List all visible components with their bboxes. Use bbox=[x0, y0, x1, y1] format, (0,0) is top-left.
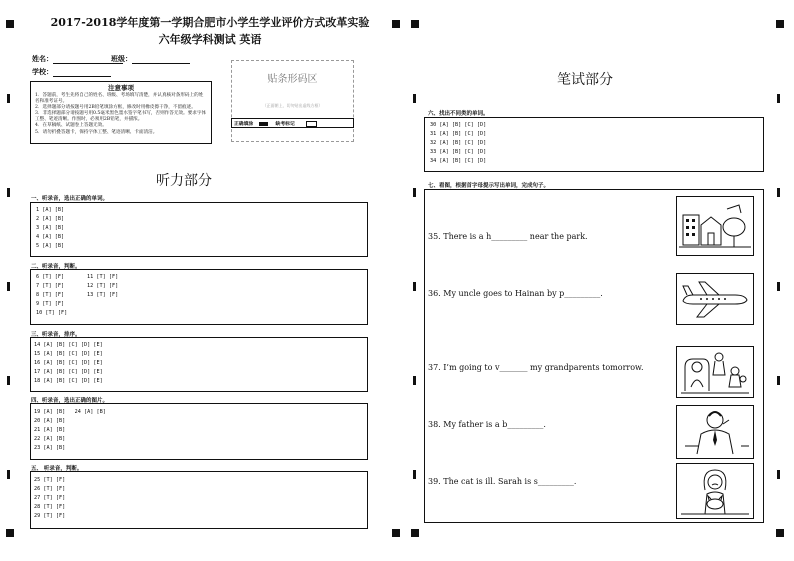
sentence-35[interactable]: 35. There is a h_________ near the park. bbox=[428, 232, 588, 241]
answer-row[interactable]: 22 [A] [B] bbox=[34, 436, 66, 442]
section-title: 二、听录音，判断。 bbox=[31, 264, 81, 270]
writing-heading: 笔试部分 bbox=[557, 72, 613, 88]
name-label: 姓名： bbox=[32, 54, 53, 63]
registration-mark bbox=[392, 529, 400, 537]
timing-mark bbox=[777, 94, 780, 103]
registration-mark bbox=[411, 529, 419, 537]
notice-line: 2．选择题部分请按题号用2B铅笔填涂方框，修改时用橡皮擦干净，不留痕迹。 bbox=[35, 105, 196, 111]
answer-row[interactable]: 1 [A] [B] bbox=[36, 207, 65, 213]
answer-row[interactable]: 28 [T] [F] bbox=[34, 504, 66, 510]
answer-row[interactable]: 8 [T] [F] bbox=[36, 292, 65, 298]
answer-row[interactable]: 26 [T] [F] bbox=[34, 486, 66, 492]
registration-mark bbox=[776, 529, 784, 537]
barcode-area[interactable] bbox=[231, 60, 354, 142]
timing-mark bbox=[413, 470, 416, 479]
city-scene-icon bbox=[676, 196, 754, 256]
class-field[interactable] bbox=[111, 54, 190, 64]
timing-mark bbox=[777, 376, 780, 385]
notice-box bbox=[30, 81, 212, 144]
answer-row[interactable]: 9 [T] [F] bbox=[36, 301, 65, 307]
timing-mark bbox=[7, 188, 10, 197]
answer-box-s1 bbox=[30, 202, 368, 257]
answer-row[interactable]: 14 [A] [B] [C] [D] [E] bbox=[34, 342, 103, 348]
registration-mark bbox=[6, 529, 14, 537]
notice-line: 4．在草稿纸、试题卷上答题无效。 bbox=[35, 123, 107, 129]
timing-mark bbox=[777, 188, 780, 197]
sentence-38[interactable]: 38. My father is a b_________. bbox=[428, 420, 546, 429]
exam-subtitle: 六年级学科测试 英语 bbox=[158, 33, 262, 46]
notice-line: 1．答题前，考生先将自己的姓名、班级、考场填写清楚，并认真核对条形码上的姓名和准考证号。 bbox=[35, 93, 204, 105]
timing-mark bbox=[413, 94, 416, 103]
answer-row[interactable]: 2 [A] [B] bbox=[36, 216, 65, 222]
school-field[interactable] bbox=[32, 67, 111, 77]
notice-line: 5．请勿折叠答题卡，保持字体工整、笔迹清晰、卡面清洁。 bbox=[35, 129, 158, 135]
absent-mark-box[interactable] bbox=[306, 121, 317, 127]
timing-mark bbox=[413, 376, 416, 385]
section-title: 七、看图，根据首字母提示写出单词，完成句子。 bbox=[428, 183, 550, 189]
section-title: 三、听录音，排序。 bbox=[31, 332, 81, 338]
answer-row[interactable]: 23 [A] [B] bbox=[34, 445, 66, 451]
answer-row[interactable]: 15 [A] [B] [C] [D] [E] bbox=[34, 351, 103, 357]
answer-row[interactable]: 16 [A] [B] [C] [D] [E] bbox=[34, 360, 103, 366]
name-field[interactable] bbox=[32, 54, 123, 64]
timing-mark bbox=[777, 282, 780, 291]
registration-mark bbox=[776, 20, 784, 28]
answer-row[interactable]: 11 [T] [F] bbox=[87, 274, 119, 280]
correct-fill-label: 正确填涂 bbox=[234, 121, 254, 127]
listening-heading: 听力部分 bbox=[156, 173, 212, 189]
grandparents-icon bbox=[676, 346, 754, 398]
answer-row[interactable]: 27 [T] [F] bbox=[34, 495, 66, 501]
timing-mark bbox=[7, 282, 10, 291]
answer-row[interactable]: 17 [A] [B] [C] [D] [E] bbox=[34, 369, 103, 375]
notice-line: 3．非选择题部分请按题号用0.5毫米黑色墨水签字笔书写，否则作答无效。要求字体工整、笔迹清晰。作图时，必须用2B铅笔，并描浓。 bbox=[35, 111, 207, 123]
fill-example-row bbox=[231, 118, 354, 128]
exam-title: 2017-2018学年度第一学期合肥市小学生学业评价方式改革实验 bbox=[50, 16, 370, 29]
section-title: 五、 听录音，判断。 bbox=[31, 466, 83, 472]
barcode-label: 贴条形码区 bbox=[267, 74, 318, 85]
answer-row[interactable]: 13 [T] [F] bbox=[87, 292, 119, 298]
answer-row[interactable]: 7 [T] [F] bbox=[36, 283, 65, 289]
answer-row[interactable]: 4 [A] [B] bbox=[36, 234, 65, 240]
school-blank[interactable] bbox=[53, 68, 111, 77]
timing-mark bbox=[413, 282, 416, 291]
class-blank[interactable] bbox=[132, 55, 190, 64]
answer-row[interactable]: 18 [A] [B] [C] [D] [E] bbox=[34, 378, 103, 384]
barcode-hint: （正面朝上，切勿贴出虚线方框） bbox=[262, 103, 323, 108]
timing-mark bbox=[7, 376, 10, 385]
sentence-36[interactable]: 36. My uncle goes to Hainan by p_________. bbox=[428, 289, 603, 298]
answer-box-s2 bbox=[30, 269, 368, 325]
answer-row[interactable]: 29 [T] [F] bbox=[34, 513, 66, 519]
registration-mark bbox=[392, 20, 400, 28]
correct-fill-swatch bbox=[259, 122, 268, 126]
timing-mark bbox=[7, 94, 10, 103]
answer-row[interactable]: 19 [A] [B] 24 [A] [B] bbox=[34, 409, 106, 415]
businessman-icon bbox=[676, 405, 754, 459]
section-title: 六、找出不同类的单词。 bbox=[428, 111, 489, 117]
airplane-icon bbox=[676, 273, 754, 325]
sentence-37[interactable]: 37. I’m going to v_______ my grandparents tomorrow. bbox=[428, 363, 644, 372]
registration-mark bbox=[6, 20, 14, 28]
answer-row[interactable]: 31 [A] [B] [C] [D] bbox=[430, 131, 487, 137]
answer-row[interactable]: 20 [A] [B] bbox=[34, 418, 66, 424]
answer-row[interactable]: 30 [A] [B] [C] [D] bbox=[430, 122, 487, 128]
timing-mark bbox=[7, 470, 10, 479]
answer-row[interactable]: 25 [T] [F] bbox=[34, 477, 66, 483]
answer-row[interactable]: 33 [A] [B] [C] [D] bbox=[430, 149, 487, 155]
answer-box-s5 bbox=[30, 471, 368, 529]
answer-row[interactable]: 10 [T] [F] bbox=[36, 310, 68, 316]
school-label: 学校： bbox=[32, 67, 53, 76]
absent-mark-label: 缺考标记 bbox=[275, 121, 295, 127]
section-title: 一、听录音，选出正确的单词。 bbox=[31, 196, 109, 202]
answer-row[interactable]: 3 [A] [B] bbox=[36, 225, 65, 231]
answer-row[interactable]: 6 [T] [F] bbox=[36, 274, 65, 280]
notice-heading: 注意事项 bbox=[108, 84, 134, 92]
answer-row[interactable]: 34 [A] [B] [C] [D] bbox=[430, 158, 487, 164]
registration-mark bbox=[411, 20, 419, 28]
answer-row[interactable]: 32 [A] [B] [C] [D] bbox=[430, 140, 487, 146]
timing-mark bbox=[413, 188, 416, 197]
sad-girl-cat-icon bbox=[676, 463, 754, 519]
answer-row[interactable]: 21 [A] [B] bbox=[34, 427, 66, 433]
section-title: 四、听录音，选出正确的图片。 bbox=[31, 398, 109, 404]
class-label: 班级： bbox=[111, 54, 132, 63]
answer-row[interactable]: 5 [A] [B] bbox=[36, 243, 65, 249]
sentence-39[interactable]: 39. The cat is ill. Sarah is s_________. bbox=[428, 477, 577, 486]
answer-row[interactable]: 12 [T] [F] bbox=[87, 283, 119, 289]
timing-mark bbox=[777, 470, 780, 479]
